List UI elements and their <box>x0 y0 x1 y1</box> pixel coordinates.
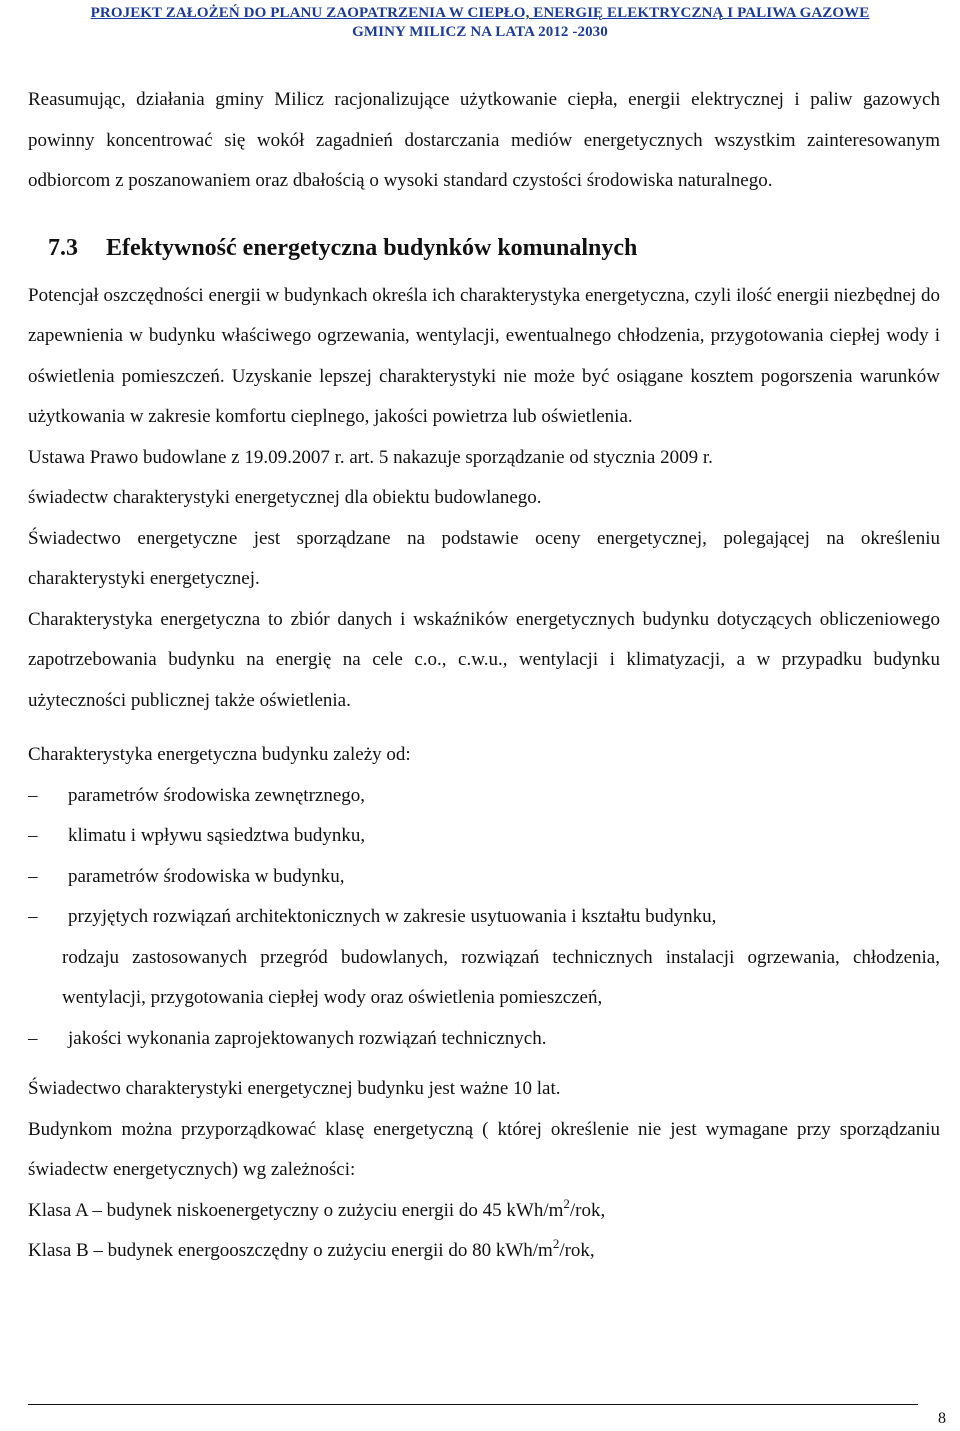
intro-paragraph: Reasumując, działania gminy Milicz racjonalizujące użytkowanie ciepła, energii elektrycznej i paliw gazowych powinny koncentrować się wokół zagadnień dostarczania mediów energetycznych wszystkim zainteresowanym odbiorcom z poszanowaniem oraz dbałością o wysoki standard czystości środowiska naturalnego. <box>28 89 940 191</box>
document-body <box>28 80 940 1272</box>
list-item-text: przyjętych rozwiązań architektonicznych w zakresie usytuowania i kształtu budynku, <box>68 906 717 927</box>
page-number: 8 <box>938 1410 946 1427</box>
section-heading <box>28 228 940 268</box>
dash-bullet: – <box>28 865 38 887</box>
page-header <box>0 0 960 46</box>
dash-bullet: – <box>28 906 38 927</box>
list-item <box>28 857 940 898</box>
list-item-text: klimatu i wpływu sąsiedztwa budynku, <box>68 825 366 846</box>
paragraph-characteristics: Charakterystyka energetyczna to zbiór danych i wskaźników energetycznych budynku dotyczących obliczeniowego zapotrzebowania budynku na energię na cele c.o., c.w.u., wentylacji i klimatyzacji, a w przypadku budynku użyteczności publicznej także oświetlenia. <box>28 608 940 711</box>
list-item-text: parametrów środowiska w budynku, <box>68 865 345 887</box>
list-item-text: parametrów środowiska zewnętrznego, <box>68 784 366 806</box>
list-item-continuation: rodzaju zastosowanych przegród budowlanych, rozwiązań technicznych instalacji ogrzewania, chłodzenia, wentylacji, przygotowania ciepłej wody oraz oświetlenia pomieszczeń, <box>62 946 940 1008</box>
list-item <box>28 897 940 938</box>
header-subtitle: GMINY MILICZ NA LATA 2012 -2030 <box>352 24 608 40</box>
section-title: Efektywność energetyczna budynków komunalnych <box>106 234 638 261</box>
list-item-text: jakości wykonania zaprojektowanych rozwiązań technicznych. <box>68 1027 547 1049</box>
section-number: 7.3 <box>48 234 78 261</box>
paragraph-potential: Potencjał oszczędności energii w budynkach określa ich charakterystyka energetyczna, czyli ilość energii niezbędnej do zapewnienia w budynku właściwego ogrzewania, wentylacji, ewentualnego chłodzenia, przygotowania ciepłej wody i oświetlenia pomieszczeń. Uzyskanie lepszej charakterystyki nie może być osiągane kosztem pogorszenia warunków użytkowania w zakresie komfortu cieplnego, jakości powietrza lub oświetlenia. <box>28 284 940 427</box>
header-title: PROJEKT ZAŁOŻEŃ DO PLANU ZAOPATRZENIA W CIEPŁO, ENERGIĘ ELEKTRYCZNĄ I PALIWA GAZOWE <box>90 5 870 21</box>
paragraph-classes-intro: Budynkom można przyporządkować klasę energetyczną ( której określenie nie jest wymagane przy sporządzaniu świadectw energetycznych) wg zależności: <box>28 1118 940 1180</box>
paragraph-law: Ustawa Prawo budowlane z 19.09.2007 r. art. 5 nakazuje sporządzanie od stycznia 2009 r. <box>28 446 713 468</box>
paragraph-law-cont: świadectw charakterystyki energetycznej dla obiektu budowlanego. <box>28 487 542 508</box>
list-item <box>28 776 940 817</box>
dash-bullet: – <box>28 1027 38 1049</box>
dash-bullet: – <box>28 784 38 806</box>
list-item <box>28 1019 940 1060</box>
class-b-line: Klasa B – budynek energooszczędny o zużyciu energii do 80 kWh/$m^2$/rok, <box>28 1236 595 1261</box>
paragraph-depends-on: Charakterystyka energetyczna budynku zależy od: <box>28 744 411 765</box>
class-a-line: Klasa A – budynek niskoenergetyczny o zużyciu energii do 45 kWh/$m^2$/rok, <box>28 1195 606 1221</box>
dash-bullet: – <box>28 825 38 846</box>
paragraph-certificate: Świadectwo energetyczne jest sporządzane na podstawie oceny energetycznej, polegającej na określeniu charakterystyki energetycznej. <box>28 527 940 589</box>
list-item <box>28 816 940 857</box>
paragraph-validity: Świadectwo charakterystyki energetycznej budynku jest ważne 10 lat. <box>28 1078 561 1099</box>
footer-divider <box>28 1404 918 1405</box>
